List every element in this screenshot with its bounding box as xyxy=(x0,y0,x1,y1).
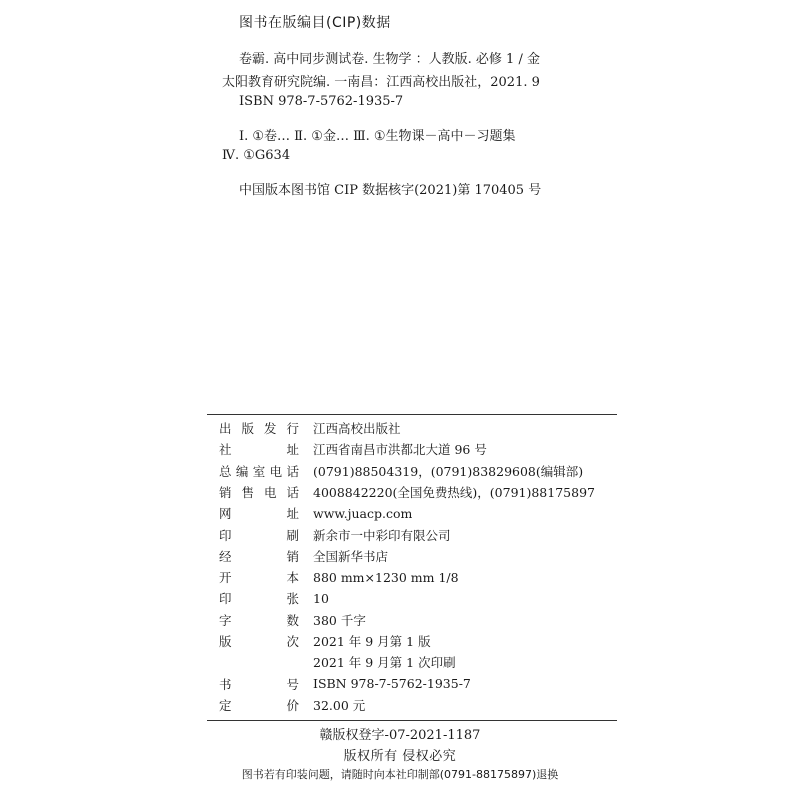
table-row-value: 10 xyxy=(313,590,329,606)
table-row-label: 销 售 电 话 xyxy=(219,484,299,500)
table-row xyxy=(207,631,431,651)
table-row xyxy=(207,482,595,502)
table-row-value: 2021 年 9 月第 1 版 xyxy=(313,634,431,649)
table-row-value: ISBN 978-7-5762-1935-7 xyxy=(313,676,471,692)
table-row-label: 印 刷 xyxy=(219,527,299,543)
cip-class-line-2: Ⅳ. ①G634 xyxy=(222,148,291,163)
table-row xyxy=(207,439,487,459)
copyright-approval-number: 赣版权登字-07-2021-1187 xyxy=(319,728,481,743)
table-top-rule xyxy=(207,414,617,415)
table-row-label: 版 次 xyxy=(219,634,299,649)
table-row xyxy=(207,525,451,545)
table-row-label: 字 数 xyxy=(219,612,299,628)
table-row xyxy=(207,610,366,630)
table-row xyxy=(207,567,459,587)
table-row xyxy=(207,503,412,523)
table-row xyxy=(207,461,583,481)
rights-reserved-notice: 版权所有 侵权必究 xyxy=(343,749,457,764)
cip-title-line-1: 卷霸. 高中同步测试卷. 生物学 ：人教版. 必修 1 / 金 xyxy=(239,52,540,67)
table-row-value: 2021 年 9 月第 1 次印刷 xyxy=(313,655,456,671)
table-row xyxy=(207,588,329,608)
cip-data-number: 中国版本图书馆 CIP 数据核字(2021)第 170405 号 xyxy=(239,183,542,198)
table-row-value: 880 mm×1230 mm 1/8 xyxy=(313,569,459,585)
table-row-label: 总 编 室 电 话 xyxy=(219,463,299,479)
table-row xyxy=(207,695,365,715)
cip-isbn: ISBN 978-7-5762-1935-7 xyxy=(239,94,404,109)
table-row-value: www.juacp.com xyxy=(313,505,413,521)
cip-title-line-2: 太阳教育研究院编. 一南昌：江西高校出版社，2021. 9 xyxy=(222,75,540,90)
table-row-value: (0791)88504319，(0791)83829608(编辑部) xyxy=(313,463,584,479)
table-row xyxy=(207,652,456,672)
table-row-value: 4008842220(全国免费热线)，(0791)88175897 xyxy=(313,484,595,500)
table-row-value: 江西高校出版社 xyxy=(313,421,401,436)
printing-issue-notice: 图书若有印装问题，请随时向本社印制部(0791-88175897)退换 xyxy=(241,768,559,781)
table-row-label: 印 张 xyxy=(219,591,299,607)
table-row-label: 经 销 xyxy=(219,548,299,564)
table-row-value: 380 千字 xyxy=(313,612,366,628)
table-row-label: 网 址 xyxy=(219,506,299,522)
table-row xyxy=(207,418,401,438)
table-row xyxy=(207,546,388,566)
table-row xyxy=(207,674,471,694)
table-row-value: 32.00 元 xyxy=(313,697,366,713)
cip-class-line-1: Ⅰ. ①卷… Ⅱ. ①金… Ⅲ. ①生物课－高中－习题集 xyxy=(239,129,516,144)
table-row-value: 江西省南昌市洪都北大道 96 号 xyxy=(313,442,487,458)
table-bottom-rule xyxy=(207,720,617,721)
table-row-label: 出 版 发 行 xyxy=(219,421,299,436)
cip-heading: 图书在版编目(CIP)数据 xyxy=(239,15,391,31)
table-row-label: 开 本 xyxy=(219,570,299,586)
table-row-value: 全国新华书店 xyxy=(313,548,389,564)
table-row-label: 社 址 xyxy=(219,442,299,458)
table-row-label: 书 号 xyxy=(219,676,299,692)
table-row-value: 新余市一中彩印有限公司 xyxy=(313,527,451,543)
table-row-label: 定 价 xyxy=(219,697,299,713)
